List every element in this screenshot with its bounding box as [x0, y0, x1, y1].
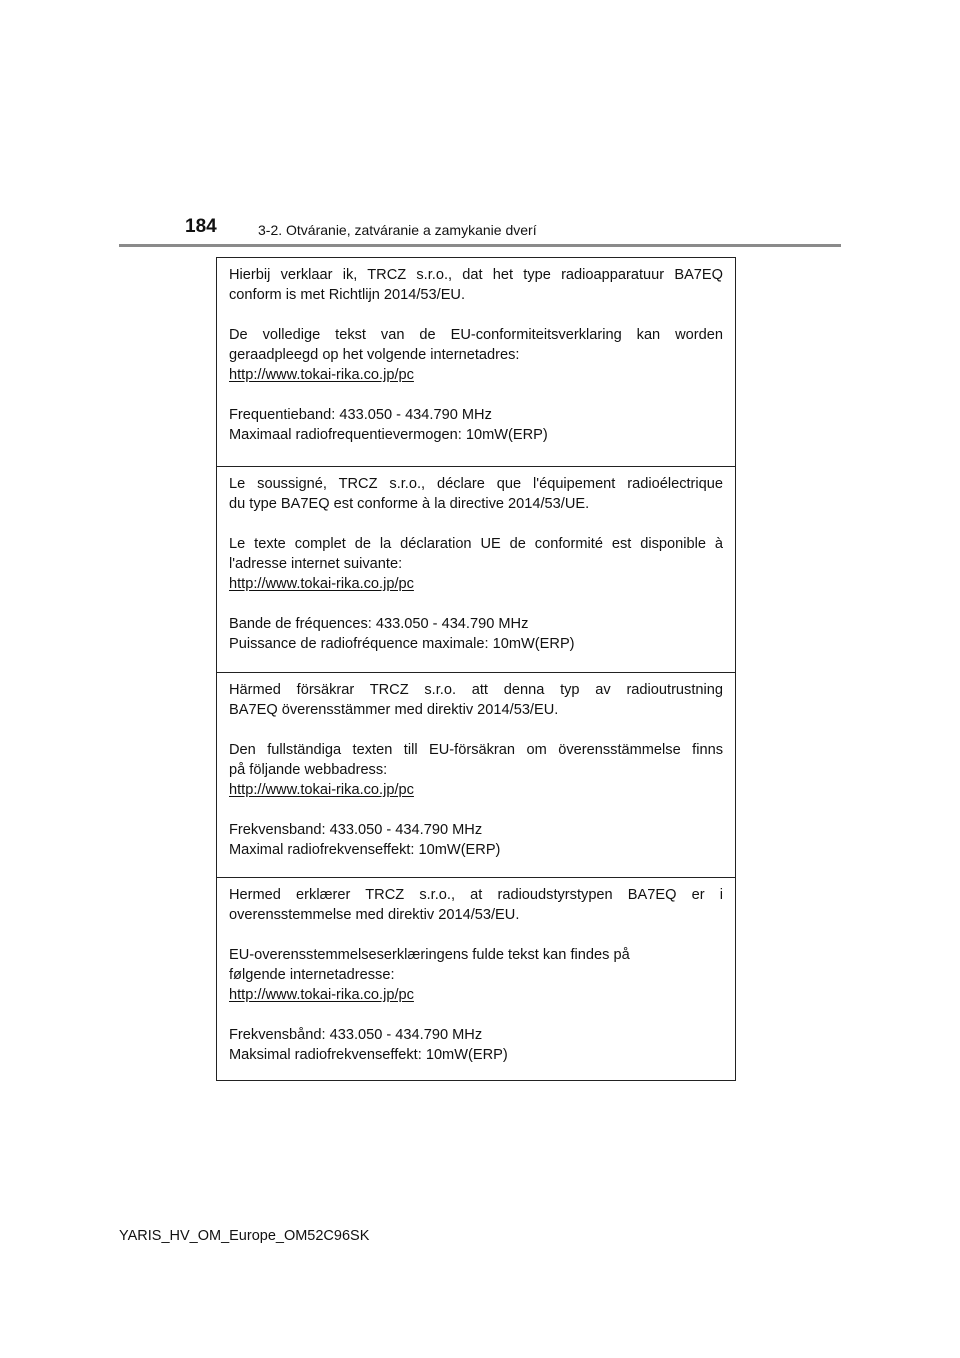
- declaration-link[interactable]: http://www.tokai-rika.co.jp/pc: [229, 782, 414, 798]
- max-power-text: Puissance de radiofréquence maximale: 10mW(ERP): [229, 636, 575, 652]
- section-title: 3-2. Otváranie, zatváranie a zamykanie dverí: [258, 222, 537, 238]
- declaration-line: l'adresse internet suivante:: [229, 556, 403, 572]
- declaration-line: Hierbij verklaar ik, TRCZ s.r.o., dat het type radioapparatuur BA7EQ: [229, 267, 723, 283]
- declaration-line: Le texte complet de la déclaration UE de conformité est disponible à: [229, 536, 723, 552]
- page-number: 184: [185, 216, 217, 237]
- declaration-line: på följande webbadress:: [229, 762, 388, 778]
- declaration-line: Le soussigné, TRCZ s.r.o., déclare que l'équipement radioélectrique: [229, 476, 723, 492]
- declaration-block-dutch: [217, 258, 735, 466]
- declaration-line: overensstemmelse med direktiv 2014/53/EU.: [229, 907, 520, 923]
- header-rule: [119, 244, 841, 247]
- declaration-line: følgende internetadresse:: [229, 967, 395, 983]
- declaration-line: conform is met Richtlijn 2014/53/EU.: [229, 287, 466, 303]
- declaration-block-french: [217, 466, 735, 672]
- declaration-line: De volledige tekst van de EU-conformiteitsverklaring kan worden: [229, 327, 723, 343]
- frequency-band-text: Frequentieband: 433.050 - 434.790 MHz: [229, 407, 492, 423]
- max-power-text: Maximaal radiofrequentievermogen: 10mW(ERP): [229, 427, 548, 443]
- declaration-link[interactable]: http://www.tokai-rika.co.jp/pc: [229, 987, 414, 1003]
- frequency-band-text: Bande de fréquences: 433.050 - 434.790 MHz: [229, 616, 529, 632]
- declaration-box: [216, 257, 736, 1081]
- declaration-line: Hermed erklærer TRCZ s.r.o., at radioudstyrstypen BA7EQ er i: [229, 887, 723, 903]
- declaration-link[interactable]: http://www.tokai-rika.co.jp/pc: [229, 367, 414, 383]
- declaration-link[interactable]: http://www.tokai-rika.co.jp/pc: [229, 576, 414, 592]
- declaration-block-danish: [217, 877, 735, 1081]
- declaration-line: du type BA7EQ est conforme à la directive 2014/53/UE.: [229, 496, 590, 512]
- frequency-band-text: Frekvensband: 433.050 - 434.790 MHz: [229, 822, 483, 838]
- max-power-text: Maximal radiofrekvenseffekt: 10mW(ERP): [229, 842, 501, 858]
- document-id-footer: YARIS_HV_OM_Europe_OM52C96SK: [119, 1228, 370, 1244]
- declaration-block-swedish: [217, 672, 735, 877]
- max-power-text: Maksimal radiofrekvenseffekt: 10mW(ERP): [229, 1047, 508, 1063]
- declaration-line: Den fullständiga texten till EU-försäkran om överensstämmelse finns: [229, 742, 723, 758]
- declaration-line: geraadpleegd op het volgende internetadres:: [229, 347, 520, 363]
- frequency-band-text: Frekvensbånd: 433.050 - 434.790 MHz: [229, 1027, 483, 1043]
- declaration-line: BA7EQ överensstämmer med direktiv 2014/53/EU.: [229, 702, 559, 718]
- declaration-line: Härmed försäkrar TRCZ s.r.o. att denna typ av radioutrustning: [229, 682, 723, 698]
- declaration-line: EU-overensstemmelseserklæringens fulde tekst kan findes på: [229, 947, 630, 963]
